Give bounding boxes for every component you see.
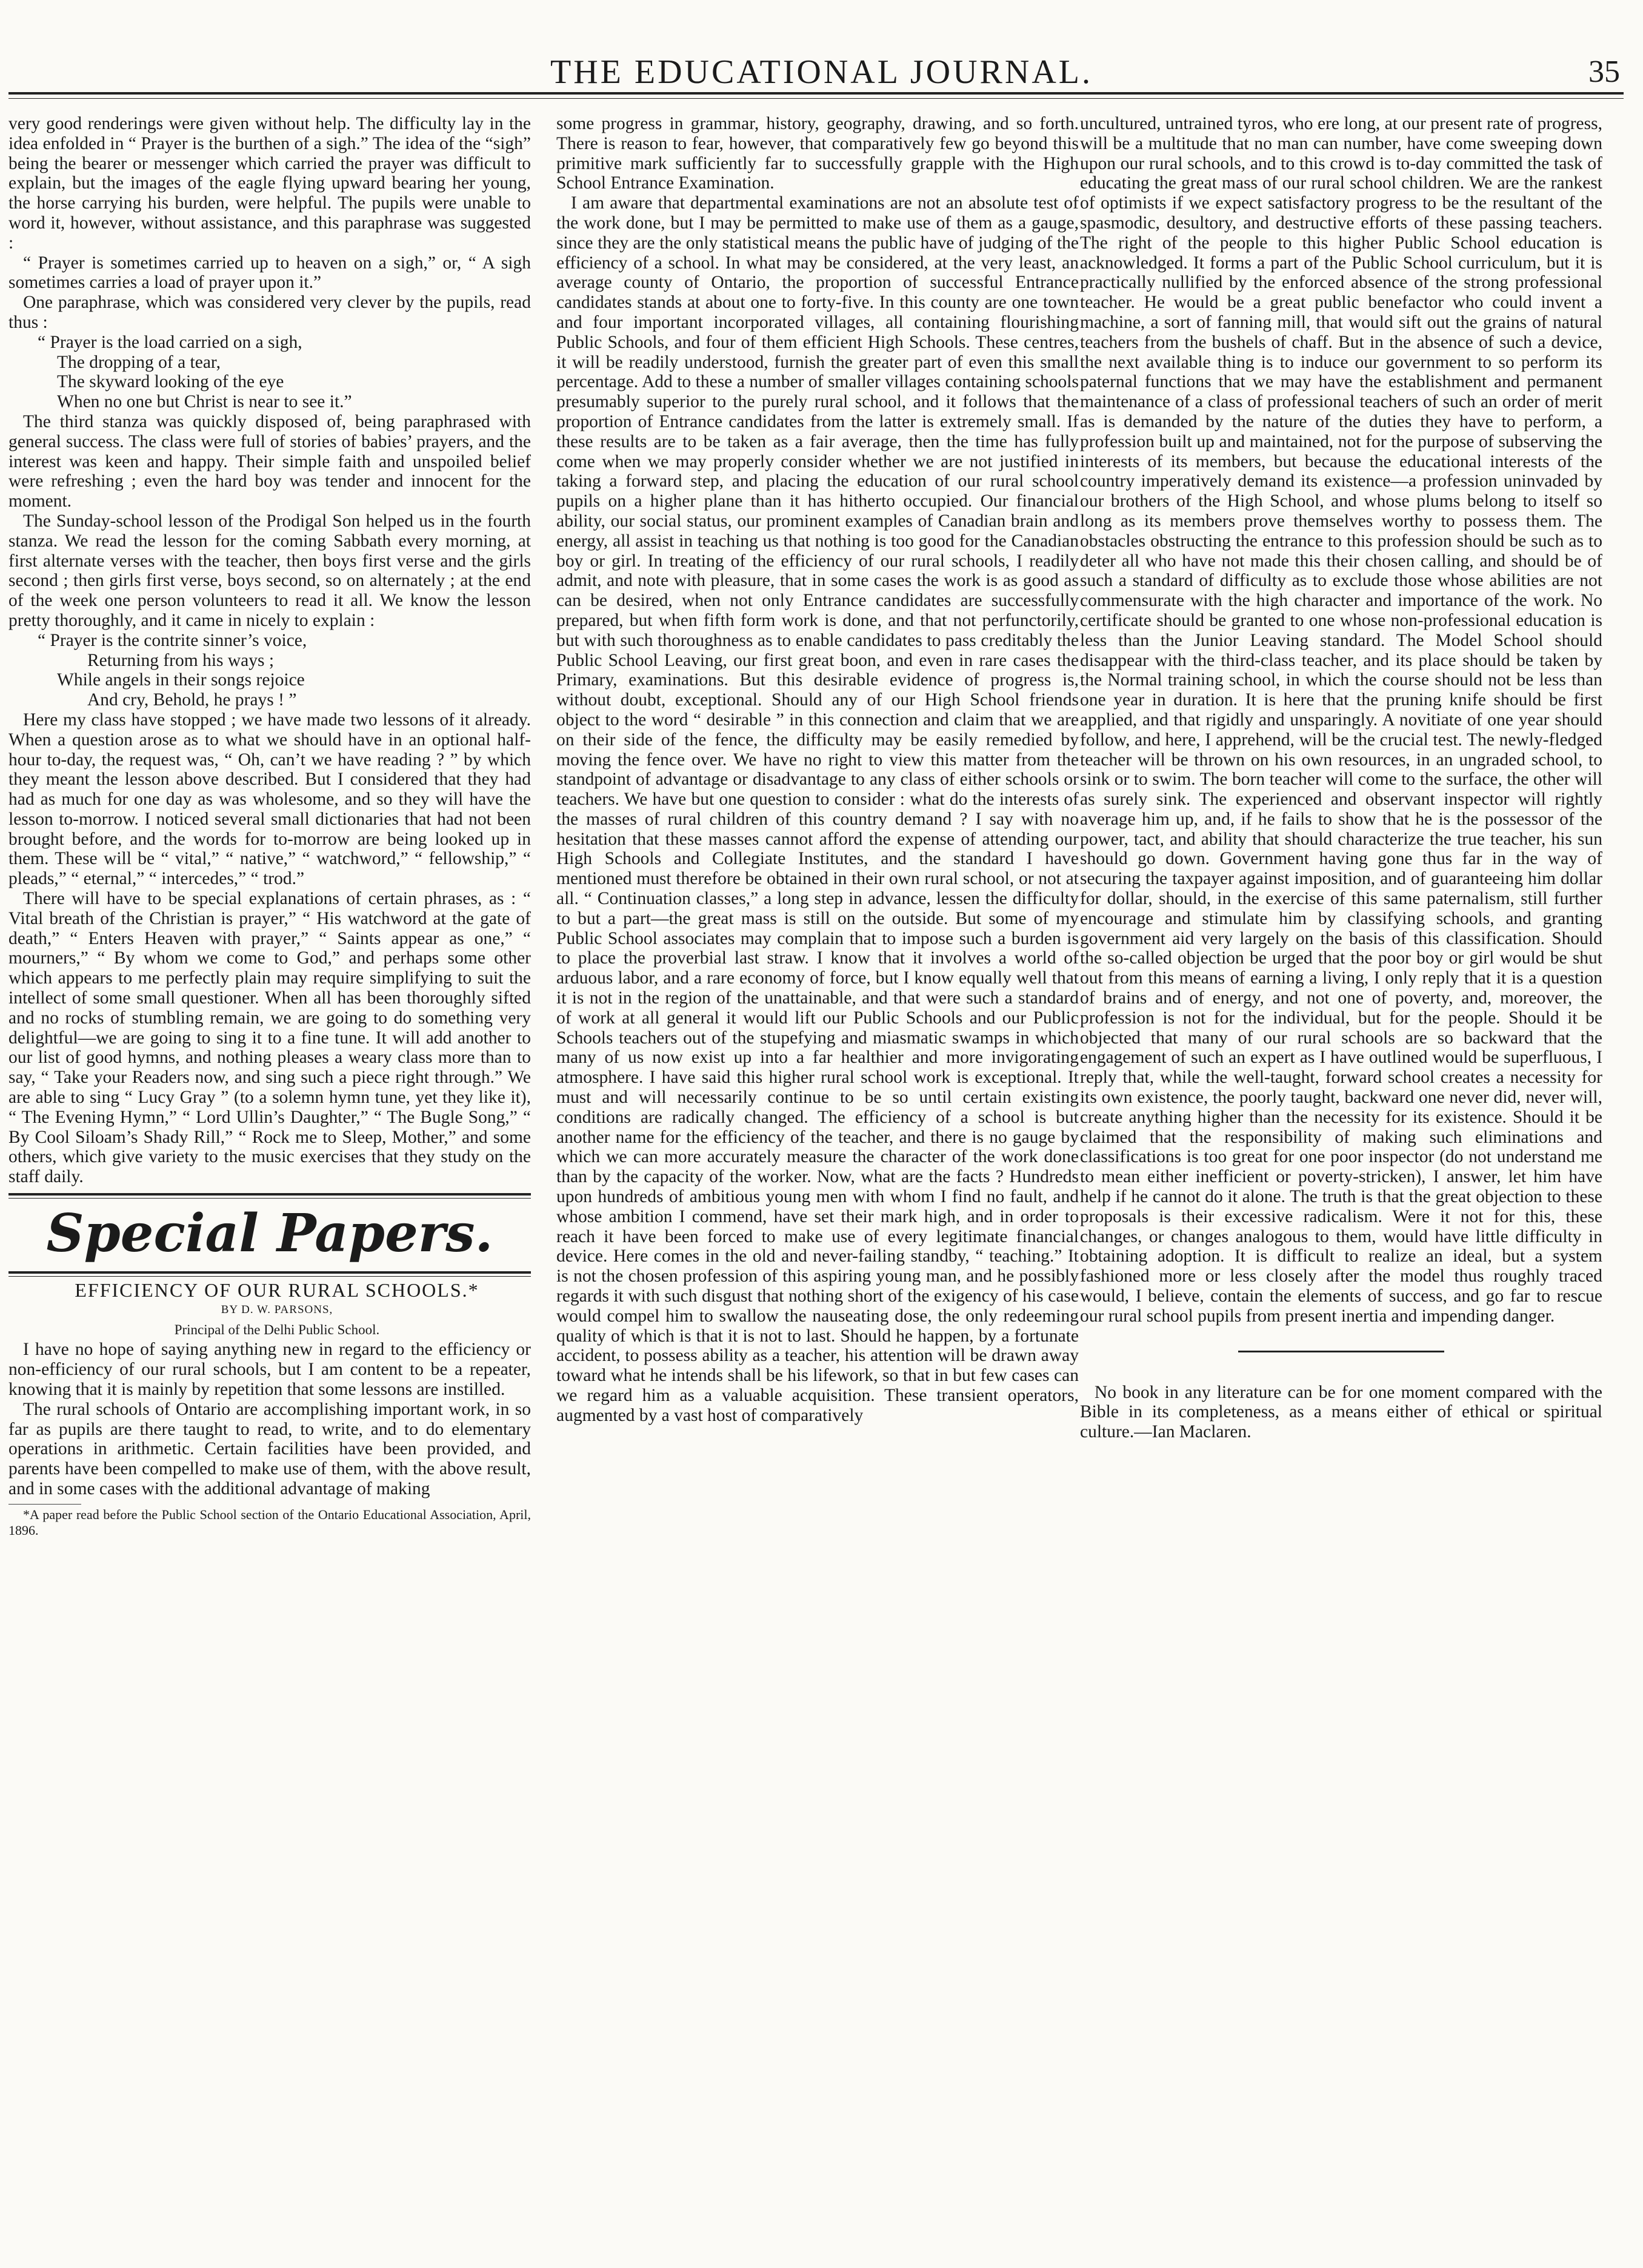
paragraph: Here my class have stopped ; we have made two lessons of it already. When a question arose as to what we should have in an optional half-hour to-day, the request was, “ Oh, can’t we have reading ? ” by which they meant the lesson above described. But I considered that they had had as much for one day as was wholesome, and so they will have the lesson to-morrow. I noticed several small dictionaries that had not been brought before, and the words for to-morrow are being looked up in them. These will be “ vital,” “ native,” “ watchword,” “ fellowship,” “ pleads,” “ eternal,” “ intercedes,” “ trod.” [8, 710, 531, 889]
verse-line: “ Prayer is the contrite sinner’s voice, [38, 630, 307, 650]
verse-line: The dropping of a tear, [57, 352, 221, 372]
column-middle [556, 114, 1079, 2216]
divider [1238, 1351, 1444, 1352]
paragraph: The third stanza was quickly disposed of, being paraphrased with general success. The class were full of stories of babies’ prayers, and the interest was keen and happy. Their simple faith and unspoiled belief were refreshing ; even the hard boy was tender and innocent for the moment. [8, 411, 531, 511]
journal-title: THE EDUCATIONAL JOURNAL. [550, 53, 1093, 91]
closing-quote: No book in any literature can be for one moment compared with the Bible in its completeness, as a means either of ethical or spiritual culture.—Ian Maclaren. [1080, 1382, 1602, 1442]
article-title: EFFICIENCY OF OUR RURAL SCHOOLS.* [75, 1279, 479, 1302]
verse-line: While angels in their songs rejoice [57, 670, 305, 690]
section-rule [8, 1193, 531, 1199]
paragraph: One paraphrase, which was considered very clever by the pupils, read thus : [8, 293, 531, 332]
footnote-rule [8, 1504, 81, 1505]
column-right [1080, 114, 1602, 2216]
paragraph: The Sunday-school lesson of the Prodigal Son helped us in the fourth stanza. We read the lesson for the coming Sabbath every morning, at first alternate verses with the teacher, then boys first verse and the girls second ; then girls first verse, boys second, so on alternately ; at the end of the week one person volunteers to read it all. We know the lesson pretty thoroughly, and it came in nicely to explain : [8, 511, 531, 630]
paragraph: uncultured, untrained tyros, who ere long, at our present rate of progress, will be a multitude that no man can number, have come sweeping down upon our rural schools, and to this crowd is to-day committed the task of educating the great mass of our rural school children. We are the rankest of optimists if we expect satisfactory progress to be the resultant of the spasmodic, desultory, and destructive efforts of these passing teachers. The right of the people to this higher Public School education is acknowledged. It forms a part of the Public School curriculum, but it is practically nullified by the enforced absence of the strong professional teacher. He would be a great public benefactor who could invent a machine, a sort of fanning mill, that would sift out the grains of natural teachers from the bushels of chaff. But in the absence of such a device, the next available thing is to induce our government to so perform its paternal functions that we may have the establishment and permanent maintenance of a class of professional teachers of such an order of merit as is demanded by the nature of the duties they have to perform, a profession built up and maintained, not for the purpose of subserving the interests of its members, but because the educational interests of the country imperatively demand its existence—a profession uninvaded by our brothers of the High School, and whose plums belong to itself so long as its members prove themselves worthy to possess them. The obstacles obstructing the entrance to this profession should be such as to deter all who have not made this their chosen calling, and should be of such a standard of difficulty as to exclude those whose abilities are not commensurate with the high character and importance of the work. No certificate should be granted to one whose non-professional education is less than the Junior Leaving standard. The Model School should disappear with the third-class teacher, and its place should be taken by the Normal training school, in which the course should not be less than one year in duration. It is here that the pruning knife should be first applied, and that rigidly and unsparingly. A novitiate of one year should follow, and here, I apprehend, will be the crucial test. The newly-fledged teacher will be thrown on his own resources, in an ungraded school, to sink or to swim. The born teacher will come to the surface, the other will as surely sink. The experienced and observant inspector will rightly average him up, and, if he fails to show that he is the possessor of the power, tact, and ability that should characterize the true teacher, his sun should go down. Government having gone thus far in the way of securing the taxpayer against imposition, and of guaranteeing him dollar for dollar, should, in the exercise of this same paternalism, still further encourage and stimulate him by classifying schools, and granting government aid very largely on the basis of this classification. Should the so-called objection be urged that the poor boy or girl would be shut out from this means of earning a living, I only reply that it is a question of brains and of energy, and not one of poverty, and, moreover, the profession is not for the individual, but for the people. Should it be objected that many of our rural schools are so backward that the engagement of such an expert as I have outlined would be superfluous, I reply that, while the well-taught, forward school creates a necessity for its own existence, the poorly taught, backward one never did, never will, create anything higher than the necessity for its existence. Should it be claimed that the responsibility of making such eliminations and classifications is too great for one poor inspector (do not understand me to mean either inefficient or poverty-stricken), I answer, let him have help if he cannot do it alone. The truth is that the great objection to these proposals is their excessive radicalism. Were it not for this, these changes, or changes analogous to them, would have little difficulty in obtaining adoption. It is difficult to realize an ideal, but a system fashioned more or less closely after the model thus roughly traced would, I believe, contain the elements of success, and go far to rescue our rural school pupils from present inertia and impending danger. [1080, 114, 1602, 1326]
verse-line: When no one but Christ is near to see it.” [57, 392, 352, 412]
verse-line: “ Prayer is the load carried on a sigh, [38, 332, 302, 352]
paragraph: very good renderings were given without help. The difficulty lay in the idea enfolded in “ Prayer is the burthen of a sigh.” The idea of the “sigh” being the bearer or messenger which carried the prayer was difficult to explain, but the images of the eagle flying upward bearing her young, the horse carrying his burden, were helpful. The pupils were unable to word it, however, without assistance, and this paraphrase was suggested : [8, 114, 531, 253]
paragraph: There will have to be special explanations of certain phrases, as : “ Vital breath of the Christian is prayer,” “ His watchword at the gate of death,” “ Enters Heaven with prayer,” “ Saints appear as one,” “ mourners,” “ By whom we come to God,” and perhaps some other which appears to me perfectly plain may require simplifying to suit the intellect of some small questioner. When all has been thoroughly sifted and no rocks of stumbling remain, we are going to do something very delightful—we are going to sing it to a fine tune. It will add another to our list of good hymns, and nothing pleases a weary class more than to say, “ Take your Readers now, and sing such a piece right through.” We are able to sing “ Lucy Gray ” (to a solemn hymn tune, yet they like it), “ The Evening Hymn,” “ Lord Ullin’s Daughter,” “ The Bugle Song,” “ By Cool Siloam’s Shady Rill,” “ Rock me to Sleep, Mother,” and some others, which give variety to the music exercises that they study on the staff daily. [8, 889, 531, 1187]
verse-line: And cry, Behold, he prays ! ” [87, 690, 297, 710]
section-rule [8, 1271, 531, 1277]
running-head [0, 51, 1643, 93]
column-left [8, 114, 531, 2216]
paragraph: I have no hope of saying anything new in regard to the efficiency or non-efficiency of our rural schools, but I am content to be a repeater, knowing that it is mainly by repetition that some lessons are instilled. [8, 1340, 531, 1400]
page-number: 35 [1588, 55, 1620, 89]
verse-block [8, 631, 531, 710]
section-heading: Special Papers. [46, 1203, 493, 1265]
verse-line: Returning from his ways ; [87, 650, 275, 670]
paragraph: The rural schools of Ontario are accomplishing important work, in so far as pupils are there taught to read, to write, and to do elementary operations in arithmetic. Certain facilities have been provided, and parents have been compelled to make use of them, with the above result, and in some cases with the additional advantage of making [8, 1399, 531, 1498]
author-position: Principal of the Delhi Public School. [174, 1322, 380, 1337]
header-rule [8, 92, 1624, 99]
paragraph: “ Prayer is sometimes carried up to heaven on a sigh,” or, “ A sigh sometimes carries a load of prayer upon it.” [8, 253, 531, 293]
verse-line: The skyward looking of the eye [57, 372, 284, 392]
verse-block [8, 333, 531, 412]
paragraph: I am aware that departmental examinations are not an absolute test of the work done, but I may be permitted to make use of them as a gauge, since they are the only statistical means the public have of judging of the efficiency of a school. In what may be considered, at the very least, an average county of Ontario, the proportion of successful Entrance candidates stands at about one to forty-five. In this county are one town and four important incorporated villages, all containing flourishing Public Schools, and four of them efficient High Schools. These centres, it will be readily understood, furnish the greater part of even this small percentage. Add to these a number of smaller villages containing schools presumably superior to the purely rural school, and it follows that the proportion of Entrance candidates from the latter is extremely small. If these results are to be taken as a fair average, then the time has fully come when we may properly consider whether we are not justified in taking a forward step, and placing the education of our rural school pupils on a higher plane than it has hitherto occupied. Our financial ability, our social status, our prominent examples of Canadian brain and energy, all assist in teaching us that nothing is too good for the Canadian boy or girl. In treating of the efficiency of our rural schools, I readily admit, and note with pleasure, that in some cases the work is as good as can be desired, when not only Entrance candidates are successfully prepared, but when fifth form work is done, and that not perfunctorily, but with such thoroughness as to enable candidates to pass creditably the Public School Leaving, our first great boon, and even in rare cases the Primary, examinations. But this desirable evidence of progress is, without doubt, exceptional. Should any of our High School friends object to the word “ desirable ” in this connection and claim that we are on their side of the fence, the difficulty may be easily remedied by moving the fence over. We have no right to view this matter from the standpoint of advantage or disadvantage to any class of either schools or teachers. We have but one question to consider : what do the interests of the masses of rural children of this country demand ? I say with no hesitation that these masses cannot afford the expense of attending our High Schools and Collegiate Institutes, and the standard I have mentioned must therefore be obtained in their own rural school, or not at all. “ Continuation classes,” a long step in advance, lessen the difficulty to but a part—the great mass is still on the outside. But some of my Public School associates may complain that to impose such a burden is to place the proverbial last straw. I know that it involves a world of arduous labor, and a rare economy of force, but I know equally well that it is not in the region of the unattainable, and that were such a standard of work at all general it would lift our Public Schools and our Public Schools teachers out of the stupefying and miasmatic swamps in which many of us now exist up into a far healthier and more invigorating atmosphere. I have said this higher rural school work is exceptional. It must and will necessarily continue to be so until certain existing conditions are radically changed. The efficiency of a school is but another name for the efficiency of the teacher, and there is no gauge by which we can more accurately measure the character of the work done than by the capacity of the worker. Now, what are the facts ? Hundreds upon hundreds of ambitious young men with whom I find no fault, and whose ambition I commend, have set their mark high, and in order to reach it have been forced to make use of every legitimate financial device. Here comes in the old and never-failing standby, “ teaching.” It is not the chosen profession of this aspiring young man, and he possibly regards it with such disgust that nothing short of the exigency of his case would compel him to swallow the nauseating dose, the only redeeming quality of which is that it is not to last. Should he happen, by a fortunate accident, to possess ability as a teacher, his attention will be drawn away toward what he intends shall be his lifework, so that in but few cases can we regard him as a valuable acquisition. These transient operators, augmented by a vast host of comparatively [556, 193, 1079, 1425]
footnote: *A paper read before the Public School section of the Ontario Educational Association, April, 1896. [8, 1506, 531, 1538]
paragraph: some progress in grammar, history, geography, drawing, and so forth. There is reason to fear, however, that comparatively few go beyond this primitive mark sufficiently far to successfully grapple with the High School Entrance Examination. [556, 114, 1079, 193]
byline: BY D. W. PARSONS, [221, 1303, 333, 1316]
